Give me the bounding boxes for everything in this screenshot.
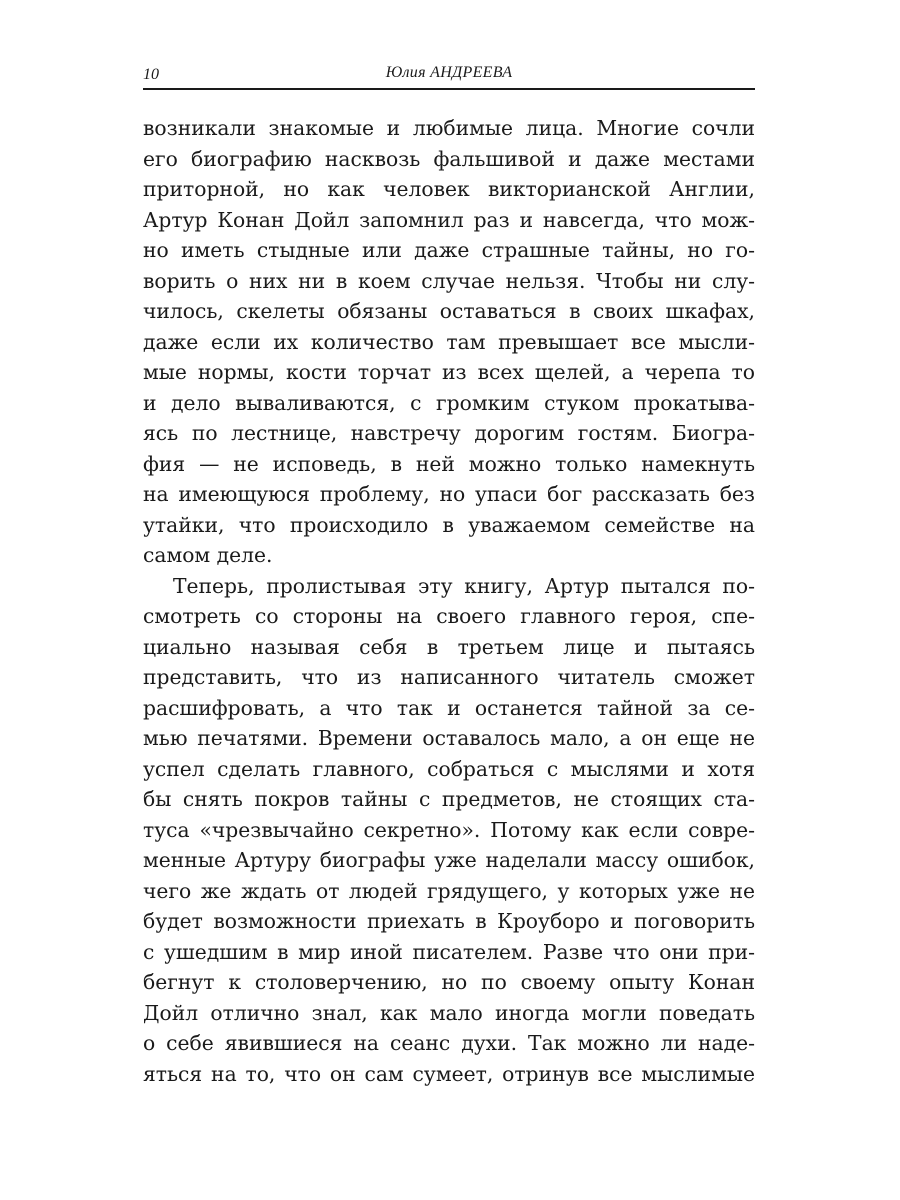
body-text <box>143 113 755 1089</box>
text-line: расшифровать, а что так и останется тайной за се- <box>143 695 755 720</box>
text-line: о себе явившиеся на сеанс духи. Так можно ли наде- <box>143 1031 755 1055</box>
text-line: но иметь стыдные или даже страшные тайны, но го- <box>143 238 755 262</box>
text-line: его биографию насквозь фальшивой и даже местами <box>143 146 755 171</box>
text-line: Дойл отлично знал, как мало иногда могли поведать <box>143 1000 755 1025</box>
text-line: туса «чрезвычайно секретно». Потому как если совре- <box>143 817 755 842</box>
text-line: представить, что из написанного читатель сможет <box>143 665 755 689</box>
text-line: бы снять покров тайны с предметов, не стоящих ста- <box>143 787 755 811</box>
text-line: мые нормы, кости торчат из всех щелей, а черепа то <box>143 360 755 384</box>
text-line: самом деле. <box>143 543 273 567</box>
text-line: утайки, что происходило в уважаемом семействе на <box>143 512 755 537</box>
paragraph-2 <box>143 571 755 1090</box>
text-line: с ушедшим в мир иной писателем. Разве что они при- <box>143 939 755 964</box>
page-number: 10 <box>143 66 159 83</box>
text-line: бегнут к столоверчению, но по своему опыту Конан <box>143 970 755 994</box>
text-line: ясь по лестнице, навстречу дорогим гостям. Биогра- <box>143 421 755 445</box>
text-line: яться на то, что он сам сумеет, отринув все мыслимые <box>143 1061 755 1086</box>
text-line: будет возможности приехать в Кроуборо и поговорить <box>143 909 755 933</box>
text-line: мью печатями. Времени оставалось мало, а он еще не <box>143 726 755 750</box>
text-line: Артур Конан Дойл запомнил раз и навсегда, что мож- <box>143 207 755 232</box>
text-line: смотреть со стороны на своего главного героя, спе- <box>143 604 755 628</box>
running-head <box>143 62 755 90</box>
paragraph-1 <box>143 113 755 571</box>
text-line: чилось, скелеты обязаны оставаться в своих шкафах, <box>143 299 755 323</box>
text-line: приторной, но как человек викторианской Англии, <box>143 177 755 201</box>
text-line: чего же ждать от людей грядущего, у которых уже не <box>143 878 755 903</box>
text-line: даже если их количество там превышает все мысли- <box>143 329 755 354</box>
text-line: фия — не исповедь, в ней можно только намекнуть <box>143 451 755 476</box>
text-line: менные Артуру биографы уже наделали массу ошибок, <box>143 848 755 872</box>
text-line: на имеющуюся проблему, но упаси бог рассказать без <box>143 482 755 506</box>
text-line: циально называя себя в третьем лице и пытаясь <box>143 634 755 659</box>
running-title: Юлия АНДРЕЕВА <box>385 64 513 81</box>
text-line: Теперь, пролистывая эту книгу, Артур пытался по- <box>173 573 755 598</box>
text-line: и дело вываливаются, с громким стуком прокатыва- <box>143 390 755 415</box>
text-line: возникали знакомые и любимые лица. Многие сочли <box>143 116 755 140</box>
text-line: ворить о них ни в коем случае нельзя. Чтобы ни слу- <box>143 268 755 293</box>
text-line: успел сделать главного, собраться с мыслями и хотя <box>143 756 755 781</box>
